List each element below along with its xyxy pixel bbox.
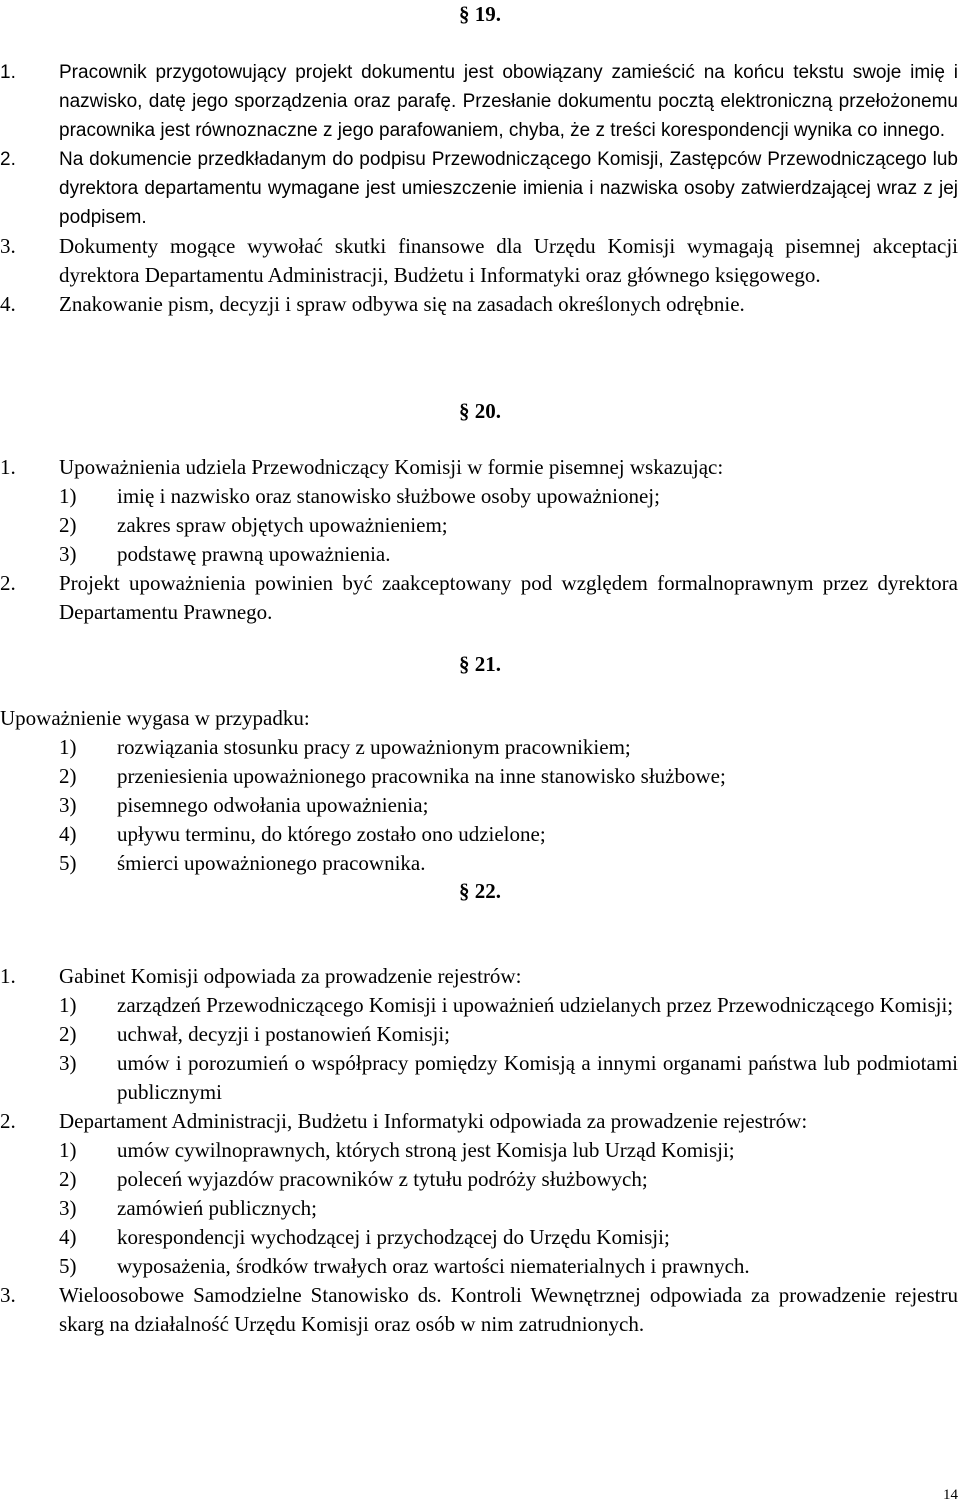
sub-item-number: 1) (59, 484, 77, 508)
item-number: 2. (0, 571, 16, 595)
list-item (0, 232, 958, 290)
sub-item-text: umów cywilnoprawnych, których stroną jest Komisja lub Urząd Komisji; (117, 1138, 735, 1162)
item-number: 1. (0, 455, 16, 479)
section-21-intro: Upoważnienie wygasa w przypadku: (0, 706, 310, 730)
sub-item-number: 3) (59, 542, 77, 566)
sub-item-text: przeniesienia upoważnionego pracownika na inne stanowisko służbowe; (117, 764, 726, 788)
item-number: 2. (0, 149, 16, 170)
sub-item-number: 3) (59, 1196, 77, 1220)
list-item (0, 962, 958, 991)
sub-item (0, 791, 958, 820)
sub-item-number: 5) (59, 1254, 77, 1278)
sub-item-text: podstawę prawną upoważnienia. (117, 542, 391, 566)
sub-item-number: 3) (59, 1051, 77, 1075)
sub-item-number: 1) (59, 735, 77, 759)
sub-item (0, 540, 958, 569)
section-heading-22: § 22. (459, 879, 501, 903)
sub-item-text: upływu terminu, do którego zostało ono udzielone; (117, 822, 546, 846)
list-item (0, 569, 958, 627)
sub-item-text: pisemnego odwołania upoważnienia; (117, 793, 429, 817)
list-item (0, 145, 958, 232)
sub-item-text: korespondencji wychodzącej i przychodzącej do Urzędu Komisji; (117, 1225, 670, 1249)
list-item (0, 1107, 958, 1136)
item-number: 3. (0, 1283, 16, 1307)
list-item (0, 290, 958, 319)
item-number: 2. (0, 1109, 16, 1133)
sub-item-text: wyposażenia, środków trwałych oraz wartości niematerialnych i prawnych. (117, 1254, 750, 1278)
sub-item-text: zamówień publicznych; (117, 1196, 318, 1220)
sub-item-number: 4) (59, 1225, 77, 1249)
sub-item-number: 1) (59, 993, 77, 1017)
sub-item (0, 1223, 958, 1252)
item-text: Pracownik przygotowujący projekt dokumentu jest obowiązany zamieścić na końcu tekstu swoje imię i nazwisko, datę jego sporządzenia oraz parafę. Przesłanie dokumentu pocztą elektroniczną przełożonemu pracownika jest równoznaczne z jego parafowaniem, chyba, że z treści korespondencji wynika co innego. (59, 62, 958, 141)
sub-item-number: 5) (59, 851, 77, 875)
sub-item (0, 991, 958, 1020)
list-item (0, 1281, 958, 1339)
sub-item (0, 1194, 958, 1223)
item-number: 1. (0, 62, 16, 83)
sub-item-text: zakres spraw objętych upoważnieniem; (117, 513, 448, 537)
sub-item (0, 1049, 958, 1107)
item-text: Gabinet Komisji odpowiada za prowadzenie rejestrów: (59, 964, 522, 988)
sub-item (0, 1165, 958, 1194)
item-text: Dokumenty mogące wywołać skutki finansowe dla Urzędu Komisji wymagają pisemnej akceptacji dyrektora Departamentu Administracji, Budżetu i Informatyki oraz głównego księgowego. (59, 234, 958, 287)
sub-item-text: zarządzeń Przewodniczącego Komisji i upoważnień udzielanych przez Przewodniczącego Komisji; (117, 993, 954, 1017)
sub-item-text: umów i porozumień o współpracy pomiędzy Komisją a innymi organami państwa lub podmiotami publicznymi (117, 1051, 958, 1104)
sub-item (0, 482, 958, 511)
list-item (0, 58, 958, 145)
sub-item (0, 1252, 958, 1281)
sub-item (0, 762, 958, 791)
section-heading-21: § 21. (459, 652, 501, 676)
list-item (0, 453, 958, 482)
section-heading-20: § 20. (459, 399, 501, 423)
sub-item (0, 849, 958, 878)
item-text: Projekt upoważnienia powinien być zaakceptowany pod względem formalnoprawnym przez dyrektora Departamentu Prawnego. (59, 571, 958, 624)
sub-item (0, 1020, 958, 1049)
sub-item-number: 2) (59, 764, 77, 788)
sub-item-number: 1) (59, 1138, 77, 1162)
sub-item (0, 820, 958, 849)
item-text: Upoważnienia udziela Przewodniczący Komisji w formie pisemnej wskazując: (59, 455, 724, 479)
sub-item (0, 1136, 958, 1165)
sub-item (0, 511, 958, 540)
sub-item-text: uchwał, decyzji i postanowień Komisji; (117, 1022, 451, 1046)
section-21 (0, 733, 958, 878)
sub-item-text: imię i nazwisko oraz stanowisko służbowe osoby upoważnionej; (117, 484, 660, 508)
section-20 (0, 453, 958, 627)
sub-item-text: rozwiązania stosunku pracy z upoważnionym pracownikiem; (117, 735, 631, 759)
sub-item (0, 733, 958, 762)
sub-item-text: śmierci upoważnionego pracownika. (117, 851, 426, 875)
item-text: Na dokumencie przedkładanym do podpisu Przewodniczącego Komisji, Zastępców Przewodniczącego lub dyrektora departamentu wymagane jest umieszczenie imienia i nazwiska osoby zatwierdzającej wraz z jej podpisem. (59, 149, 958, 228)
sub-item-text: poleceń wyjazdów pracowników z tytułu podróży służbowych; (117, 1167, 648, 1191)
page-number: 14 (943, 1487, 958, 1503)
sub-item-number: 2) (59, 1167, 77, 1191)
section-22 (0, 962, 958, 1339)
item-text: Wieloosobowe Samodzielne Stanowisko ds. Kontroli Wewnętrznej odpowiada za prowadzenie rejestru skarg na działalność Urzędu Komisji oraz osób w nim zatrudnionych. (59, 1283, 958, 1336)
item-text: Znakowanie pism, decyzji i spraw odbywa się na zasadach określonych odrębnie. (59, 292, 745, 316)
item-number: 1. (0, 964, 16, 988)
item-text: Departament Administracji, Budżetu i Informatyki odpowiada za prowadzenie rejestrów: (59, 1109, 808, 1133)
item-number: 3. (0, 234, 16, 258)
item-number: 4. (0, 292, 16, 316)
section-heading-19: § 19. (459, 2, 501, 26)
sub-item-number: 2) (59, 513, 77, 537)
sub-item-number: 4) (59, 822, 77, 846)
sub-item-number: 3) (59, 793, 77, 817)
section-19 (0, 58, 958, 319)
sub-item-number: 2) (59, 1022, 77, 1046)
